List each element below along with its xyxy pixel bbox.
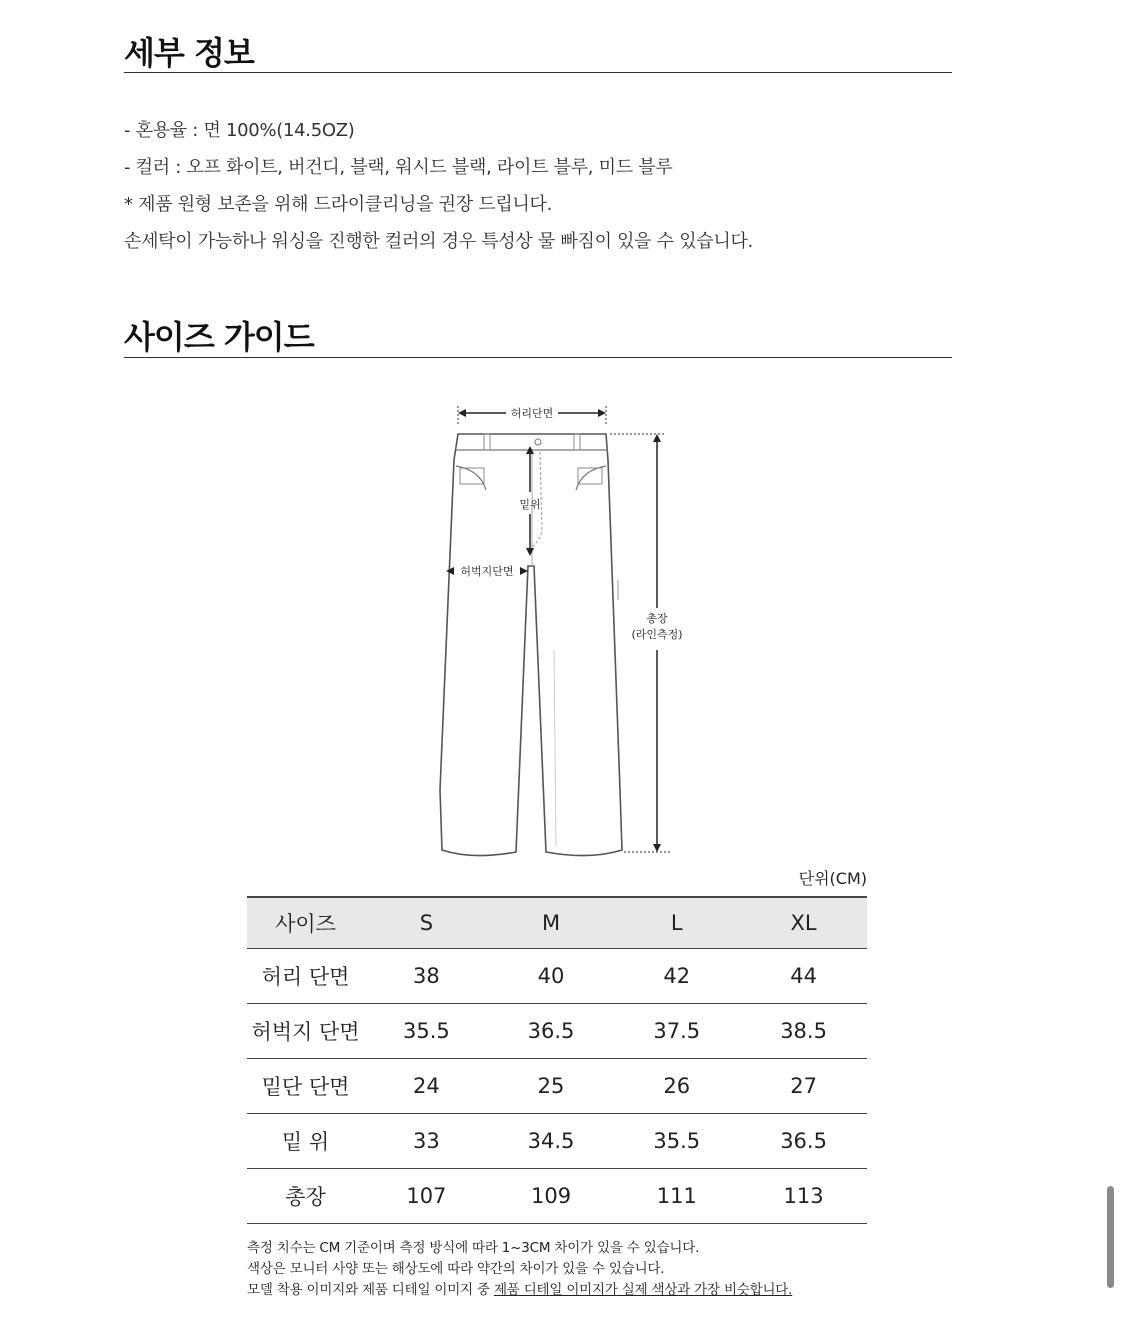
table-cell: 25 (489, 1059, 614, 1114)
header-m: M (489, 897, 614, 949)
thigh-label: 허벅지단면 (460, 565, 514, 578)
row-label: 허벅지 단면 (247, 1004, 364, 1059)
table-cell: 34.5 (489, 1114, 614, 1169)
table-cell: 36.5 (489, 1004, 614, 1059)
table-cell: 27 (740, 1059, 867, 1114)
table-row (247, 1169, 867, 1224)
table-cell: 36.5 (740, 1114, 867, 1169)
table-cell: 107 (364, 1169, 489, 1224)
table-cell: 38 (364, 949, 489, 1004)
details-divider (124, 72, 952, 73)
header-s: S (364, 897, 489, 949)
rise-label: 밑위 (519, 498, 541, 511)
measurement-notes (247, 1238, 792, 1301)
table-row (247, 1004, 867, 1059)
table-cell: 42 (613, 949, 740, 1004)
waist-arrowhead-right (598, 409, 606, 417)
waist-arrowhead-left (458, 409, 466, 417)
table-cell: 33 (364, 1114, 489, 1169)
table-cell: 109 (489, 1169, 614, 1224)
table-row (247, 1114, 867, 1169)
table-cell: 24 (364, 1059, 489, 1114)
note-measurement: 측정 치수는 CM 기준이며 측정 방식에 따라 1~3CM 차이가 있을 수 있습니다. (247, 1240, 700, 1256)
size-table (247, 896, 867, 1224)
table-row (247, 949, 867, 1004)
length-label-note: (라인측정) (631, 628, 683, 641)
scrollbar-thumb[interactable] (1107, 1186, 1114, 1288)
header-size: 사이즈 (247, 897, 364, 949)
table-cell: 26 (613, 1059, 740, 1114)
color-line: - 컬러 : 오프 화이트, 버건디, 블랙, 워시드 블랙, 라이트 블루, 미드 블루 (124, 157, 673, 178)
note-detail-image (247, 1280, 792, 1301)
table-cell: 44 (740, 949, 867, 1004)
row-label: 총장 (247, 1169, 364, 1224)
details-list (124, 112, 753, 260)
length-arrowhead-top (653, 434, 661, 442)
wash-line: 손세탁이 가능하나 워싱을 진행한 컬러의 경우 특성상 물 빠짐이 있을 수 있습니다. (124, 231, 753, 252)
note-color: 색상은 모니터 사양 또는 해상도에 따라 약간의 차이가 있을 수 있습니다. (247, 1261, 665, 1277)
table-cell: 38.5 (740, 1004, 867, 1059)
length-label: 총장 (646, 612, 668, 625)
table-cell: 35.5 (364, 1004, 489, 1059)
table-cell: 113 (740, 1169, 867, 1224)
row-label: 밑단 단면 (247, 1059, 364, 1114)
care-line: * 제품 원형 보존을 위해 드라이클리닝을 권장 드립니다. (124, 194, 553, 215)
waist-label: 허리단면 (510, 407, 554, 420)
table-row (247, 1059, 867, 1114)
size-table-header (247, 897, 867, 949)
size-guide-divider (124, 357, 952, 358)
material-line: - 혼용율 : 면 100%(14.5OZ) (124, 120, 355, 141)
note-detail-prefix: 모델 착용 이미지와 제품 디테일 이미지 중 (247, 1282, 494, 1298)
size-guide-title: 사이즈 가이드 (124, 318, 314, 356)
unit-label: 단위(CM) (798, 869, 867, 888)
table-cell: 40 (489, 949, 614, 1004)
table-cell: 37.5 (613, 1004, 740, 1059)
header-l: L (613, 897, 740, 949)
pants-measurement-diagram (420, 390, 710, 870)
note-detail-underlined: 제품 디테일 이미지가 실제 색상과 가장 비슷합니다. (493, 1282, 793, 1298)
row-label: 허리 단면 (247, 949, 364, 1004)
details-title: 세부 정보 (124, 34, 254, 72)
length-arrowhead-bottom (653, 844, 661, 852)
header-xl: XL (740, 897, 867, 949)
table-cell: 111 (613, 1169, 740, 1224)
table-cell: 35.5 (613, 1114, 740, 1169)
row-label: 밑 위 (247, 1114, 364, 1169)
